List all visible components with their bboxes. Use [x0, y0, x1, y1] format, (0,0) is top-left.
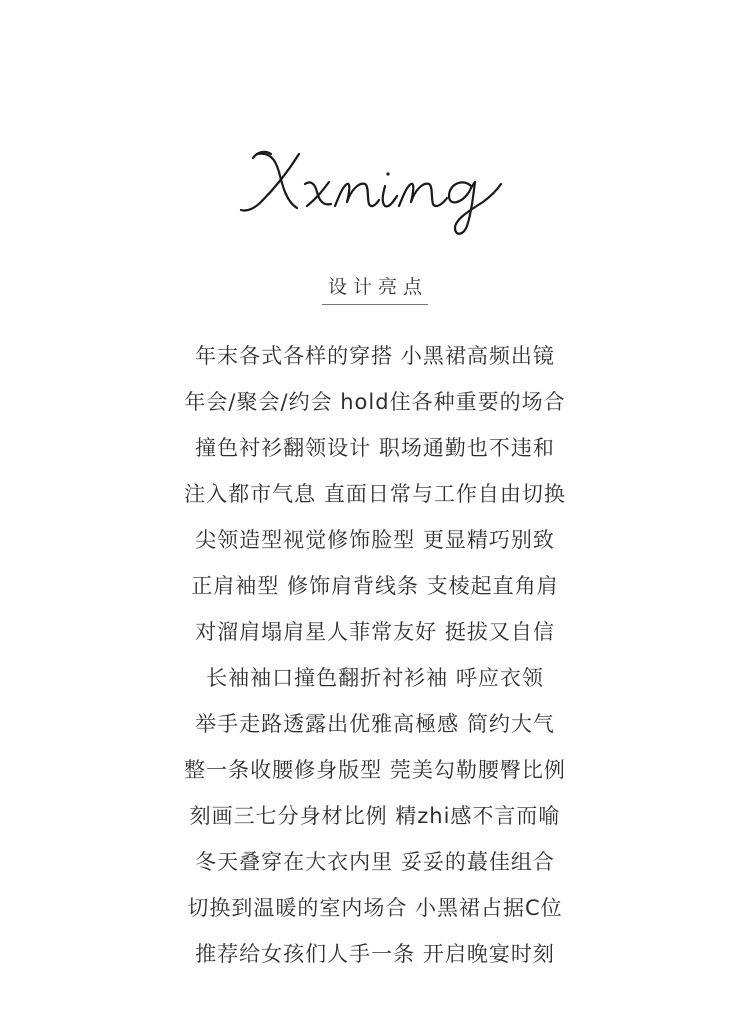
highlight-line: 刻画三七分身材比例 精zhi感不言而喻: [189, 804, 561, 828]
section-title-text: 设计亮点: [322, 274, 428, 305]
brand-logo: [0, 140, 750, 240]
highlight-line: 正肩袖型 修饰肩背线条 支棱起直角肩: [191, 574, 559, 598]
highlight-line: 年会/聚会/约会 hold住各种重要的场合: [184, 390, 566, 414]
highlight-line: 注入都市气息 直面日常与工作自由切换: [184, 482, 566, 506]
section-title: [0, 274, 750, 305]
highlight-line: 长袖袖口撞色翻折衬衫袖 呼应衣领: [206, 666, 544, 690]
highlight-line: 推荐给女孩们人手一条 开启晚宴时刻: [195, 942, 555, 966]
highlight-line: 对溜肩塌肩星人菲常友好 挺拔又自信: [195, 620, 555, 644]
highlight-line: 撞色衬衫翻领设计 职场通勤也不违和: [195, 436, 555, 460]
highlight-line: 冬天叠穿在大衣内里 妥妥的蕞佳组合: [195, 850, 555, 874]
highlight-line: 切换到温暖的室内场合 小黑裙占据C位: [187, 896, 563, 920]
highlight-line: 尖领造型视觉修饰脸型 更显精巧别致: [195, 528, 555, 552]
design-highlights-list: [0, 340, 750, 984]
brand-logo-script: [235, 140, 515, 240]
highlight-line: 举手走路透露出优雅高極感 简约大气: [195, 712, 555, 736]
highlight-line: 年末各式各样的穿搭 小黑裙高频出镜: [195, 344, 555, 368]
highlight-line: 整一条收腰修身版型 莞美勾勒腰臀比例: [184, 758, 566, 782]
